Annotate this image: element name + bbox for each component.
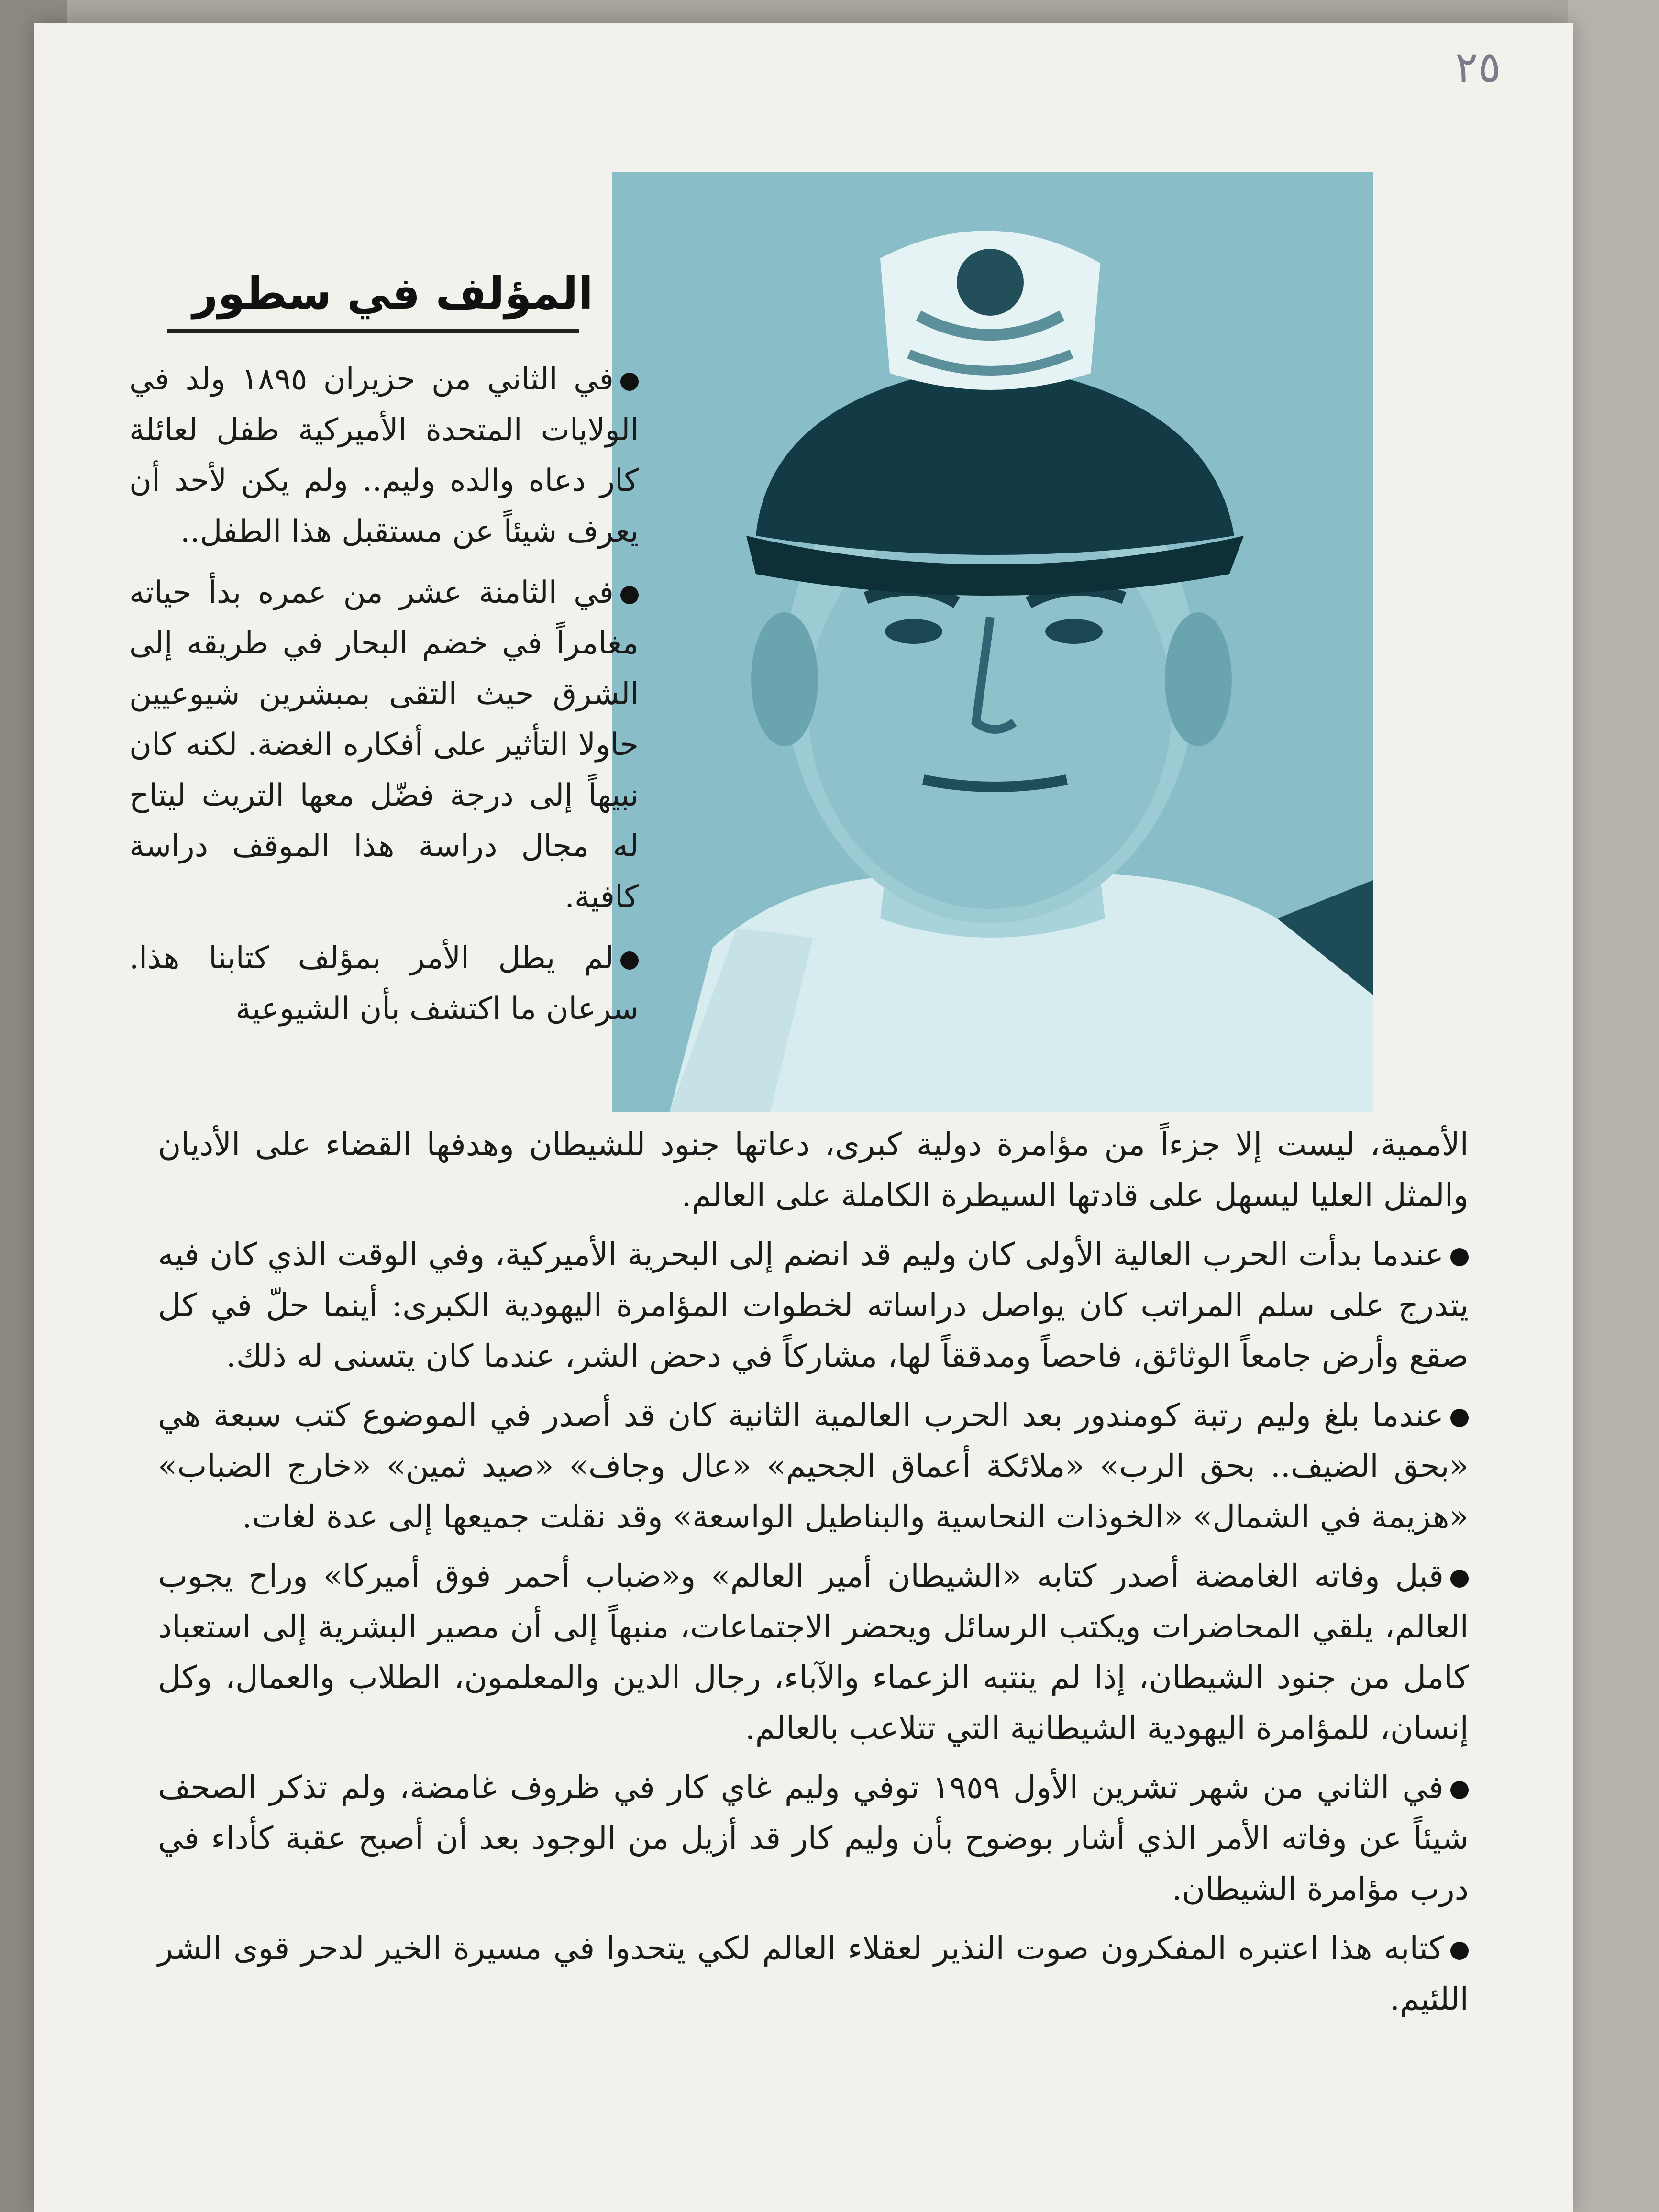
bullet-icon [1450,1942,1469,1960]
sidebar-text [129,354,639,1045]
paragraph-text: كتابه هذا اعتبره المفكرون صوت النذير لعقلاء العالم لكي يتحدوا في مسيرة الخير لدحر قوى الشر اللئيم. [158,1930,1469,2017]
bullet-icon [620,586,639,604]
sidebar-paragraph-text: لم يطل الأمر بمؤلف كتابنا هذا. سرعان ما اكتشف بأن الشيوعية [129,940,639,1027]
sidebar-paragraph [129,933,639,1034]
full-width-text [158,1119,1469,2033]
bullet-icon [1450,1781,1469,1799]
continuation-paragraph [158,1119,1469,1221]
portrait-photo [612,172,1373,1112]
bullet-paragraph [158,1923,1469,2024]
bullet-icon [1450,1248,1469,1266]
bullet-icon [620,951,639,970]
background-right [1568,0,1659,2212]
paragraph-text: في الثاني من شهر تشرين الأول ١٩٥٩ توفي وليم غاي كار في ظروف غامضة، ولم تذكر الصحف شيئاً عن وفاته الأمر الذي أشار بوضوح بأن وليم كار قد أزيل من الوجود بعد أن أصبح عقبة كأداء في درب مؤامرة الشيطان. [158,1769,1469,1907]
bullet-icon [1450,1570,1469,1588]
bullet-paragraph [158,1390,1469,1542]
paragraph-text: عندما بلغ وليم رتبة كومندور بعد الحرب العالمية الثانية كان قد أصدر في الموضوع كتب سبعة هي «بحق الضيف.. بحق الرب» «ملائكة أعماق الجحيم» «عال وجاف» «صيد ثمين» «خارج الضباب» «هزيمة في الشمال» «الخوذات النحاسية والبناطيل الواسعة» وقد نقلت جميعها إلى عدة لغات. [158,1397,1469,1535]
title-underline [167,329,579,333]
paragraph-text: قبل وفاته الغامضة أصدر كتابه «الشيطان أمير العالم» و«ضباب أحمر فوق أميركا» وراح يجوب العالم، يلقي المحاضرات ويكتب الرسائل ويحضر الاجتماعات، منبهاً إلى أن مصير البشرية إلى استعباد كامل من جنود الشيطان، إذا لم ينتبه الزعماء والآباء، رجال الدين والمعلمون، الطلاب والعمال، وكل إنسان، للمؤامرة اليهودية الشيطانية التي تتلاعب بالعالم. [158,1558,1469,1747]
bullet-icon [620,373,639,391]
paragraph-text: الأممية، ليست إلا جزءاً من مؤامرة دولية كبرى، دعاتها جنود للشيطان وهدفها القضاء على الأديان والمثل العليا ليسهل على قادتها السيطرة الكاملة على العالم. [158,1126,1469,1214]
bullet-paragraph [158,1762,1469,1914]
sidebar-paragraph [129,354,639,557]
corner-mark: ٢٥ [1455,42,1501,92]
bullet-paragraph [158,1229,1469,1382]
page-title: المؤلف في سطور [192,268,593,319]
bullet-paragraph [158,1551,1469,1754]
sidebar-paragraph [129,567,639,922]
portrait-photo-icon [612,172,1373,1112]
bullet-icon [1450,1409,1469,1427]
paragraph-text: عندما بدأت الحرب العالية الأولى كان وليم قد انضم إلى البحرية الأميركية، وفي الوقت الذي كان فيه يتدرج على سلم المراتب كان يواصل دراساته لخطوات المؤامرة اليهودية الكبرى: أينما حلّ في كل صقع وأرض جامعاً الوثائق، فاحصاً ومدققاً لها، مشاركاً في دحض الشر، عندما كان يتسنى له ذلك. [158,1236,1469,1374]
sidebar-paragraph-text: في الثامنة عشر من عمره بدأ حياته مغامراً في خضم البحار في طريقه إلى الشرق حيث التقى بمبشرين شيوعيين حاولا التأثير على أفكاره الغضة. لكنه كان نبيهاً إلى درجة فضّل معها التريث ليتاح له مجال دراسة هذا الموقف دراسة كافية. [129,575,639,915]
sidebar-paragraph-text: في الثاني من حزيران ١٨٩٥ ولد في الولايات المتحدة الأميركية طفل لعائلة كار دعاه والده وليم.. ولم يكن لأحد أن يعرف شيئاً عن مستقبل هذا الطفل.. [129,362,639,549]
